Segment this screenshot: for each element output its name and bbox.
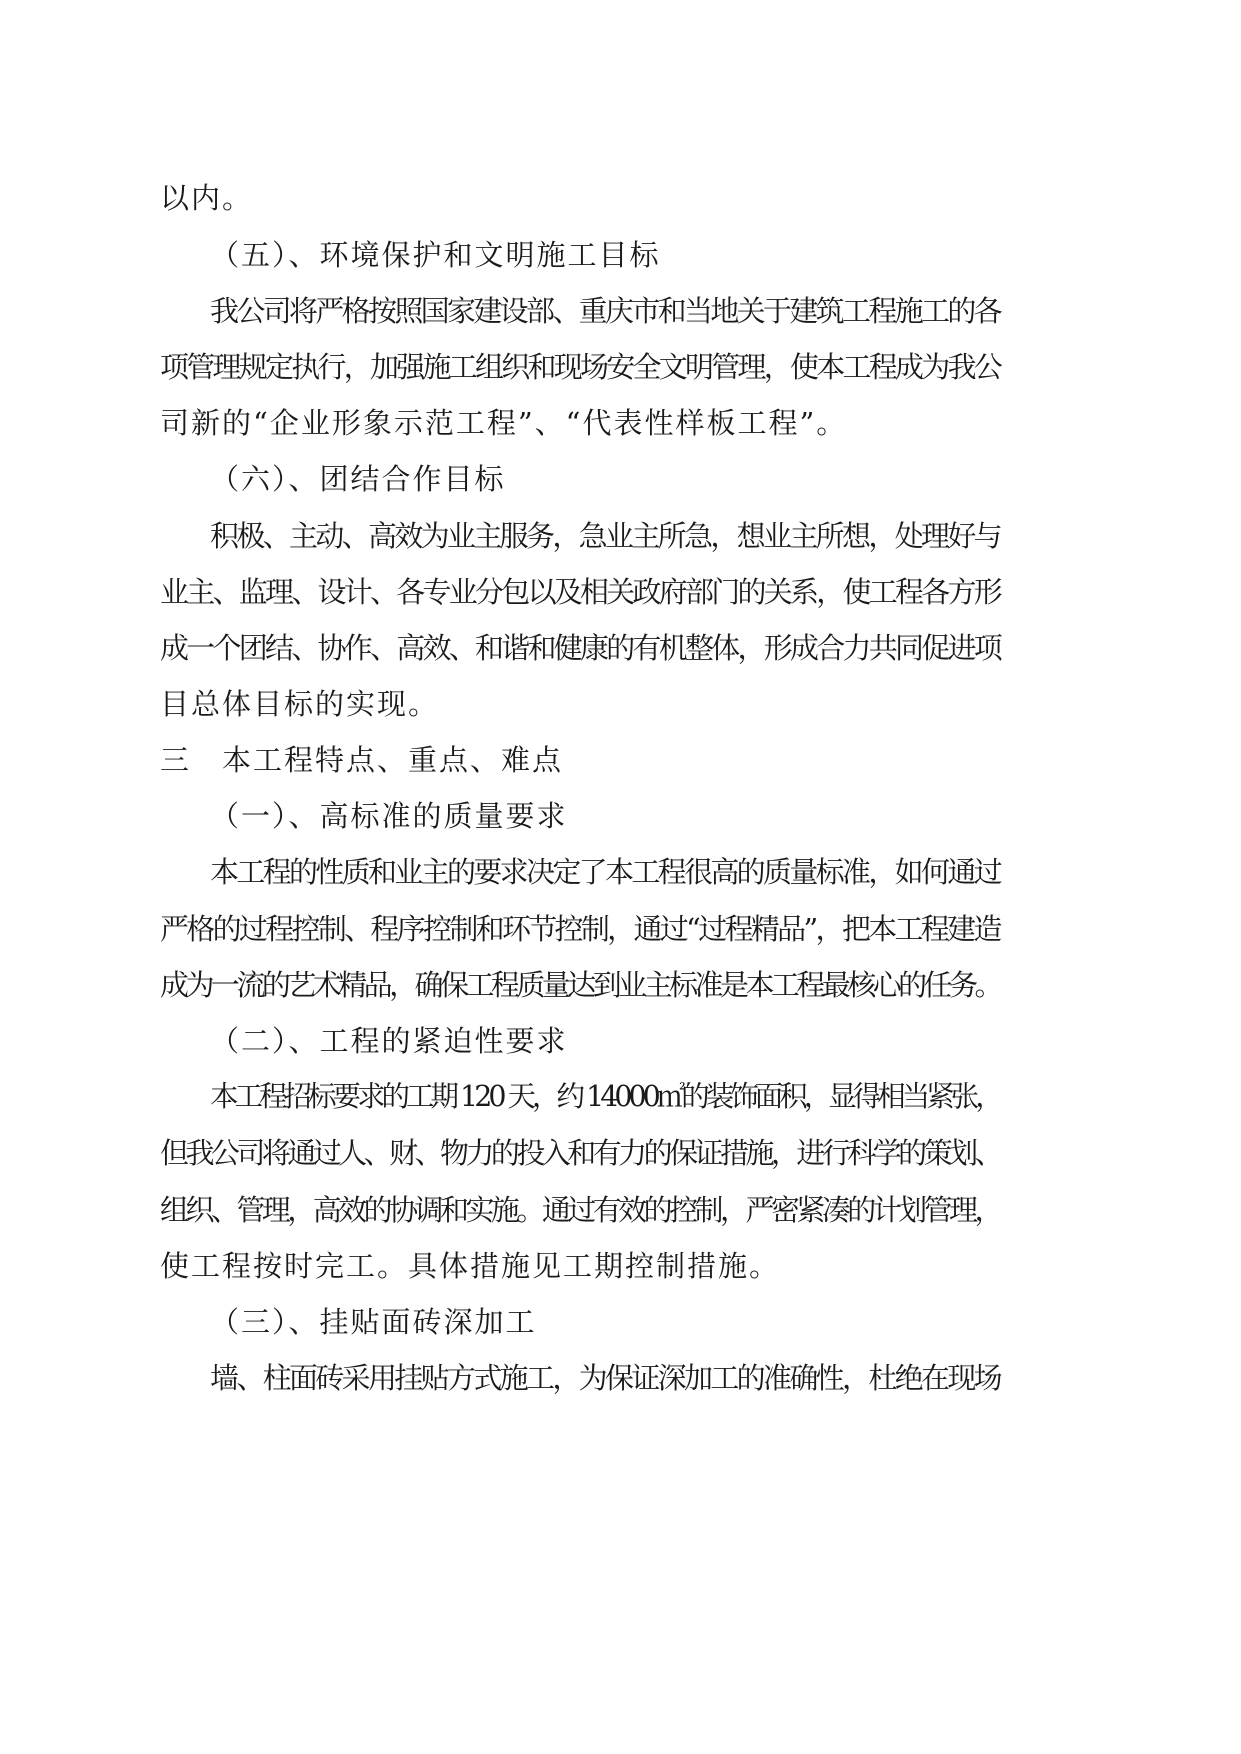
paragraph-line: 目总体目标的实现。 [160,687,440,721]
paragraph-line: 但我公司将通过人、财、物力的投入和有力的保证措施，进行科学的策划、 [160,1136,1001,1170]
paragraph-line: 业主、监理、设计、各专业分包以及相关政府部门的关系，使工程各方形 [160,575,1001,609]
paragraph-line: 严格的过程控制、程序控制和环节控制，通过“过程精品”，把本工程建造 [160,912,1000,946]
paragraph-line: 以内。 [160,181,254,215]
paragraph-line: 项管理规定执行，加强施工组织和现场安全文明管理，使本工程成为我公 [160,350,1001,384]
paragraph-line: 成一个团结、协作、高效、和谐和健康的有机整体，形成合力共同促进项 [160,631,1001,665]
paragraph-line: 墙、柱面砖采用挂贴方式施工，为保证深加工的准确性，杜绝在现场 [210,1361,1001,1395]
paragraph-line: 司新的“企业形象示范工程”、“代表性样板工程”。 [160,406,848,440]
section-heading: （五）、环境保护和文明施工目标 [210,238,661,272]
paragraph-line: 积极、主动、高效为业主服务，急业主所急，想业主所想，处理好与 [210,519,1001,553]
paragraph-line: 我公司将严格按照国家建设部、重庆市和当地关于建筑工程施工的各 [210,294,1001,328]
section-heading: （一）、高标准的质量要求 [210,799,568,833]
paragraph-line: 本工程招标要求的工期 120 天，约 14000㎡的装饰面积，显得相当紧张， [210,1080,1000,1113]
paragraph-line: 成为一流的艺术精品，确保工程质量达到业主标准是本工程最核心的任务。 [160,968,1001,1002]
paragraph-line: 组织、管理，高效的协调和实施。通过有效的控制，严密紧凑的计划管理， [160,1193,1001,1227]
paragraph-line: 使工程按时完工。具体措施见工期控制措施。 [160,1249,781,1283]
section-heading: （六）、团结合作目标 [210,462,506,496]
paragraph-line: 本工程的性质和业主的要求决定了本工程很高的质量标准，如何通过 [210,855,1001,889]
section-heading: （二）、工程的紧迫性要求 [210,1024,568,1058]
chapter-heading: 三 本工程特点、重点、难点 [160,743,564,777]
section-heading: （三）、挂贴面砖深加工 [210,1305,537,1339]
